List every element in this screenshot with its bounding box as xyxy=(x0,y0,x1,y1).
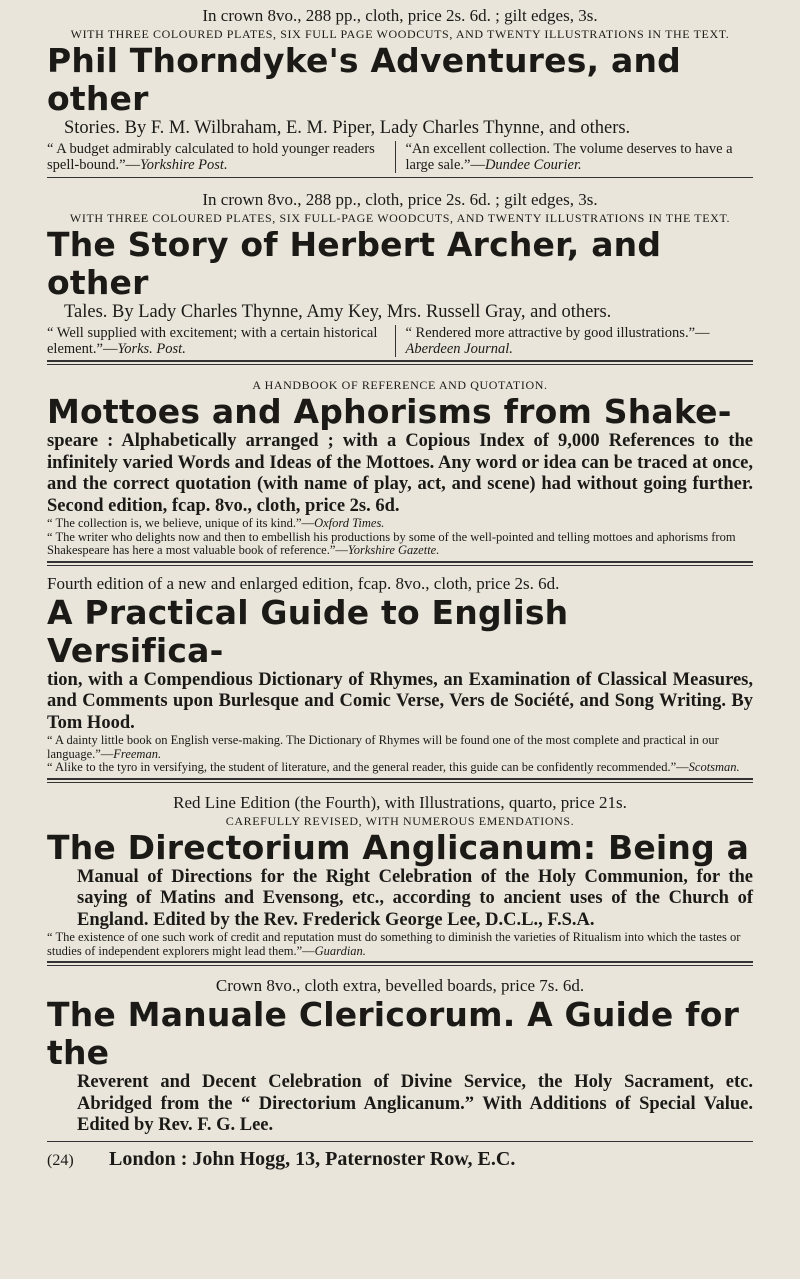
page-number: (24) xyxy=(47,1151,74,1169)
divider xyxy=(47,961,753,966)
page-column xyxy=(47,6,753,1171)
review-quotes xyxy=(47,325,753,357)
handbook-line: A HANDBOOK OF REFERENCE AND QUOTATION. xyxy=(252,378,548,392)
revision-line: CAREFULLY REVISED, WITH NUMEROUS EMENDATIONS. xyxy=(225,813,575,828)
illustrations-line: WITH THREE COLOURED PLATES, SIX FULL-PAGE WOODCUTS, AND TWENTY ILLUSTRATIONS IN THE TEXT. xyxy=(69,211,731,225)
book-title: Mottoes and Aphorisms from Shake- xyxy=(47,392,732,431)
review-quote: “ Well supplied with excitement; with a certain historical element.”—Yorks. Post. xyxy=(47,325,378,357)
divider xyxy=(47,1141,753,1142)
book-subtitle: Tales. By Lady Charles Thynne, Amy Key, Mrs. Russell Gray, and others. xyxy=(64,302,612,322)
edition-line: Crown 8vo., cloth extra, bevelled boards, price 7s. 6d. xyxy=(215,976,585,995)
edition-line: Red Line Edition (the Fourth), with Illustrations, quarto, price 21s. xyxy=(173,792,627,812)
review-quote: “ Alike to the tyro in versifying, the student of literature, and the general reader, this guide can be confidently recommended.”—Scotsman. xyxy=(47,760,740,774)
book-description: Manual of Directions for the Right Celebration of the Holy Communion, for the saying of Matins and Evensong, etc., according to ancient uses of the Church of England. Edited by the Rev. Frederick George Lee, D.C.L., F.S.A. xyxy=(77,866,753,930)
review-quote: “ The collection is, we believe, unique of its kind.”—Oxford Times. xyxy=(47,516,385,530)
review-quote: “ A dainty little book on English verse-making. The Dictionary of Rhymes will be found one of the most complete and practical in our language.”—Freeman. xyxy=(47,733,719,761)
divider xyxy=(47,778,753,783)
book-description: Reverent and Decent Celebration of Divine Service, the Holy Sacrament, etc. Abridged from the “ Directorium Anglicanum.” With Additions of Special Value. Edited by Rev. F. G. Lee. xyxy=(77,1072,753,1135)
edition-line: Fourth edition of a new and enlarged edition, fcap. 8vo., cloth, price 2s. 6d. xyxy=(47,573,560,593)
illustrations-line: WITH THREE COLOURED PLATES, SIX FULL PAGE WOODCUTS, AND TWENTY ILLUSTRATIONS IN THE TEXT. xyxy=(70,27,730,41)
book-description: tion, with a Compendious Dictionary of Rhymes, an Examination of Classical Measures, and Comments upon Burlesque and Comic Verse, Vers de Société, and Song Writing. By Tom Hood. xyxy=(47,669,753,733)
review-quote: “ The writer who delights now and then to embellish his productions by some of the well-pointed and telling mottoes and aphorisms from Shakespeare has here a most valuable book of reference.”—Yorkshire Gazette. xyxy=(47,529,736,557)
review-quote: “ Rendered more attractive by good illustrations.”—Aberdeen Journal. xyxy=(395,325,754,357)
entry-mottoes xyxy=(47,377,753,566)
book-title: The Manuale Clericorum. A Guide for the xyxy=(47,995,740,1072)
book-title: Phil Thorndyke's Adventures, and other xyxy=(47,41,681,118)
entry-manuale xyxy=(47,976,753,1142)
review-quote: “ A budget admirably calculated to hold younger readers spell-bound.”—Yorkshire Post. xyxy=(47,141,375,173)
entry-directorium xyxy=(47,793,753,967)
book-description: speare : Alphabetically arranged ; with a Copious Index of 9,000 References to the infinitely varied Words and Ideas of the Mottoes. Any word or idea can be traced at once, and the correct quotation (with name of play, act, and scene) had without going further. Second edition, fcap. 8vo., cloth, price 2s. 6d. xyxy=(47,431,753,516)
divider xyxy=(47,177,753,178)
book-title: A Practical Guide to English Versifica- xyxy=(47,592,569,670)
entry-herbert-archer xyxy=(47,190,753,365)
entry-phil-thorndyke xyxy=(47,6,753,178)
publisher-address: London : John Hogg, 13, Paternoster Row, E.C. xyxy=(109,1147,516,1170)
entry-versification xyxy=(47,574,753,783)
page-footer xyxy=(47,1148,753,1171)
divider xyxy=(47,360,753,365)
edition-line: In crown 8vo., 288 pp., cloth, price 2s. 6d. ; gilt edges, 3s. xyxy=(202,6,598,25)
divider xyxy=(47,561,753,566)
book-title: The Directorium Anglicanum: Being a xyxy=(47,827,750,867)
review-quotes xyxy=(47,141,753,173)
review-quote: “An excellent collection. The volume deserves to have a large sale.”—Dundee Courier. xyxy=(395,141,754,173)
edition-line: In crown 8vo., 288 pp., cloth, price 2s. 6d. ; gilt edges, 3s. xyxy=(202,190,598,209)
book-subtitle: Stories. By F. M. Wilbraham, E. M. Piper, Lady Charles Thynne, and others. xyxy=(64,118,631,138)
book-title: The Story of Herbert Archer, and other xyxy=(47,225,662,302)
review-quote: “ The existence of one such work of credit and reputation must do something to diminish the varieties of Ritualism into which the tastes or studies of independent explorers might lead them.”—Guardian. xyxy=(47,930,741,958)
